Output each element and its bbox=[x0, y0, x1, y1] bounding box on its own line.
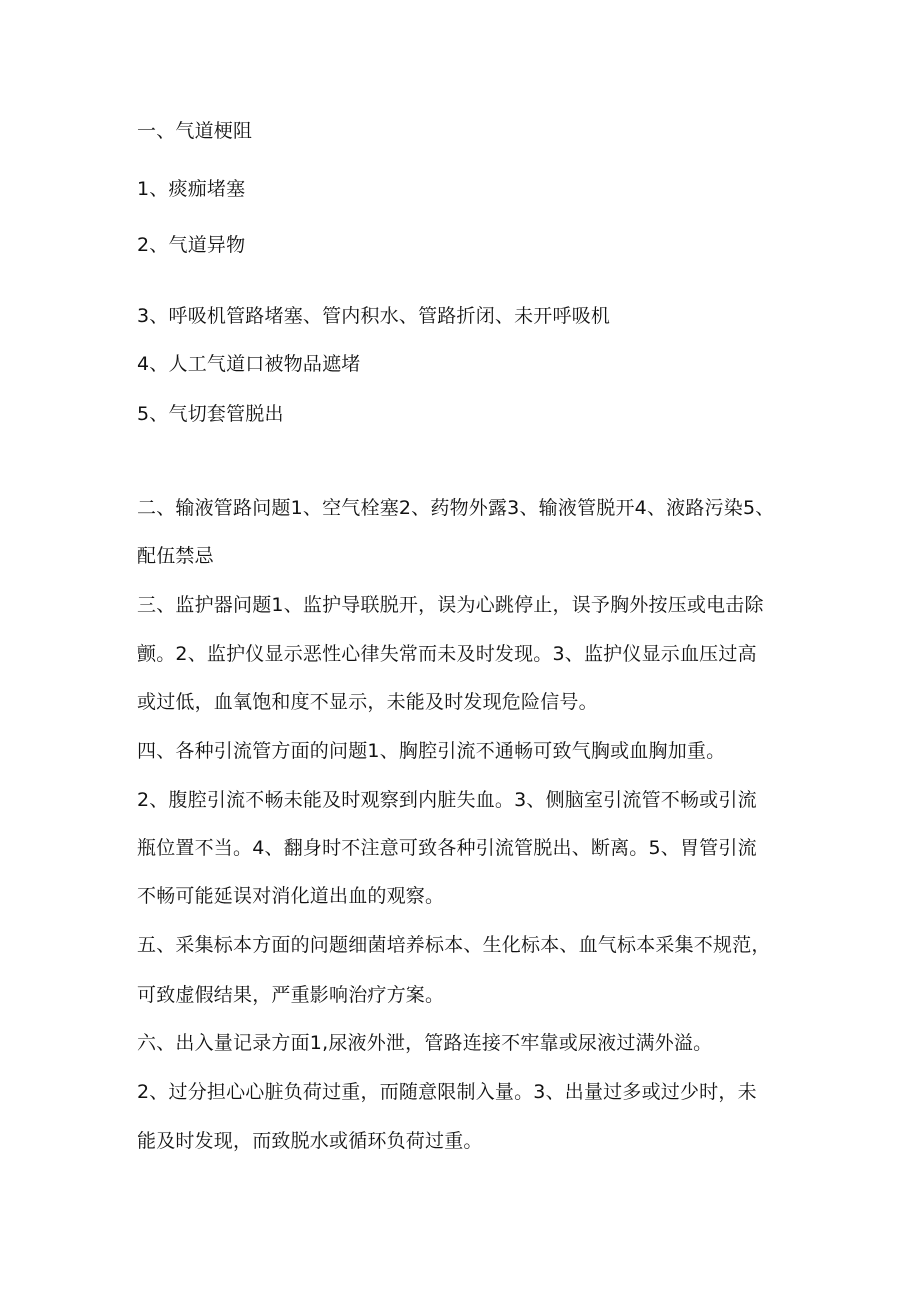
section-4-line-4: 不畅可能延误对消化道出血的观察。 bbox=[137, 885, 445, 907]
section-6-line-1: 六、出入量记录方面1,尿液外泄，管路连接不牢靠或尿液过满外溢。 bbox=[137, 1032, 713, 1054]
section-5-line-2: 可致虚假结果，严重影响治疗方案。 bbox=[137, 984, 445, 1006]
section-3-line-3: 或过低，血氧饱和度不显示，未能及时发现危险信号。 bbox=[137, 691, 598, 713]
section-6-line-3: 能及时发现，而致脱水或循环负荷过重。 bbox=[137, 1130, 483, 1152]
section-3-line-2: 颤。2、监护仪显示恶性心律失常而未及时发现。3、监护仪显示血压过高 bbox=[137, 643, 757, 665]
section-1-item-1: 1、痰痂堵塞 bbox=[137, 178, 246, 200]
section-1-item-5: 5、气切套管脱出 bbox=[137, 403, 284, 425]
section-5-line-1: 五、采集标本方面的问题细菌培养标本、生化标本、血气标本采集不规范， bbox=[137, 934, 771, 956]
section-1-item-3: 3、呼吸机管路堵塞、管内积水、管路折闭、未开呼吸机 bbox=[137, 305, 611, 327]
section-4-line-3: 瓶位置不当。4、翻身时不注意可致各种引流管脱出、断离。5、胃管引流 bbox=[137, 837, 757, 859]
section-3-line-1: 三、监护器问题1、监护导联脱开，误为心跳停止，误予胸外按压或电击除 bbox=[137, 594, 764, 616]
section-6-line-2: 2、过分担心心脏负荷过重，而随意限制入量。3、出量过多或过少时，未 bbox=[137, 1081, 757, 1103]
section-2-line-2: 配伍禁忌 bbox=[137, 545, 214, 567]
section-2-line-1: 二、输液管路问题1、空气栓塞2、药物外露3、输液管脱开4、液路污染5、 bbox=[137, 497, 775, 519]
section-1-heading: 一、气道梗阻 bbox=[137, 120, 253, 142]
section-4-line-2: 2、腹腔引流不畅未能及时观察到内脏失血。3、侧脑室引流管不畅或引流 bbox=[137, 789, 757, 811]
section-1-item-4: 4、人工气道口被物品遮堵 bbox=[137, 353, 361, 375]
section-1-item-2: 2、气道异物 bbox=[137, 234, 246, 256]
section-4-line-1: 四、各种引流管方面的问题1、胸腔引流不通畅可致气胸或血胸加重。 bbox=[137, 740, 726, 762]
